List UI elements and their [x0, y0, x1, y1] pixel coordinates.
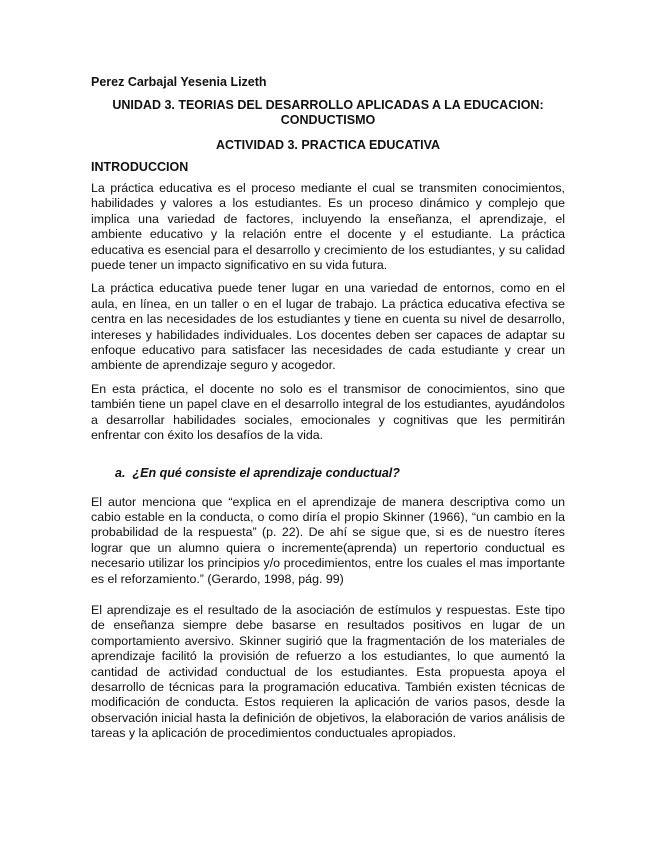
- unit-title: UNIDAD 3. TEORIAS DEL DESARROLLO APLICADAS A LA EDUCACION: CONDUCTISMO: [112, 98, 544, 127]
- document-page: [91, 74, 565, 750]
- intro-paragraph-1: La práctica educativa es el proceso mediante el cual se transmiten conocimientos, habilidades y valores a los estudiantes. Es un proceso dinámico y complejo que implica una variedad de factores, incluyendo la enseñanza, el aprendizaje, el ambiente educativo y la relación entre el docente y el estudiante. La práctica educativa es esencial para el desarrollo y crecimiento de los estudiantes, y su calidad puede tener un impacto significativo en su vida futura.: [91, 181, 565, 273]
- section-a-heading: [115, 466, 565, 481]
- intro-paragraph-2: La práctica educativa puede tener lugar en una variedad de entornos, como en el aula, en línea, en un taller o en el lugar de trabajo. La práctica educativa efectiva se centra en las necesidades de los estudiantes y tiene en cuenta su nivel de desarrollo, intereses y habilidades individuales. Los docentes deben ser capaces de adaptar su enfoque educativo para satisfacer las necesidades de cada estudiante y crear un ambiente de aprendizaje seguro y acogedor.: [91, 281, 565, 373]
- intro-paragraph-3: En esta práctica, el docente no solo es el transmisor de conocimientos, sino que también tiene un papel clave en el desarrollo integral de los estudiantes, ayudándolos a desarrollar habilidades sociales, emocionales y cognitivas que les permitirán enfrentar con éxito los desafíos de la vida.: [91, 381, 565, 443]
- section-a-paragraph-2: El aprendizaje es el resultado de la asociación de estímulos y respuestas. Este tipo de enseñanza siempre debe basarse en resultados positivos en lugar de un comportamiento aversivo. Skinner sugirió que la fragmentación de los materiales de aprendizaje facilitó la provisión de refuerzo a los estudiantes, lo que aumentó la cantidad de actividad conductual de los estudiantes. Esta propuesta apoya el desarrollo de técnicas para la programación educativa. También existen técnicas de modificación de conducta. Estos requieren la aplicación de varios pasos, desde la observación inicial hasta la definición de objetivos, la elaboración de varios análisis de tareas y la aplicación de procedimientos conductuales apropiados.: [91, 602, 565, 741]
- section-a-letter: a.: [115, 465, 126, 480]
- intro-heading: INTRODUCCION: [91, 160, 189, 174]
- activity-title: ACTIVIDAD 3. PRACTICA EDUCATIVA: [215, 138, 441, 152]
- author-name: Perez Carbajal Yesenia Lizeth: [91, 75, 267, 89]
- section-a-title: ¿En qué consiste el aprendizaje conductual?: [132, 465, 400, 480]
- section-a-paragraph-1: El autor menciona que “explica en el aprendizaje de manera descriptiva como un cabio estable en la conducta, o como diría el propio Skinner (1966), “un cambio en la probabilidad de la respuesta” (p. 22). De ahí se sigue que, si es de nuestro íteres lograr que un alumno quiera o incremente(aprenda) un repertorio conductual es necesario utilizar los principios y/o procedimientos, entre los cuales el mas importante es el reforzamiento.” (Gerardo, 1998, pág. 99): [91, 494, 565, 586]
